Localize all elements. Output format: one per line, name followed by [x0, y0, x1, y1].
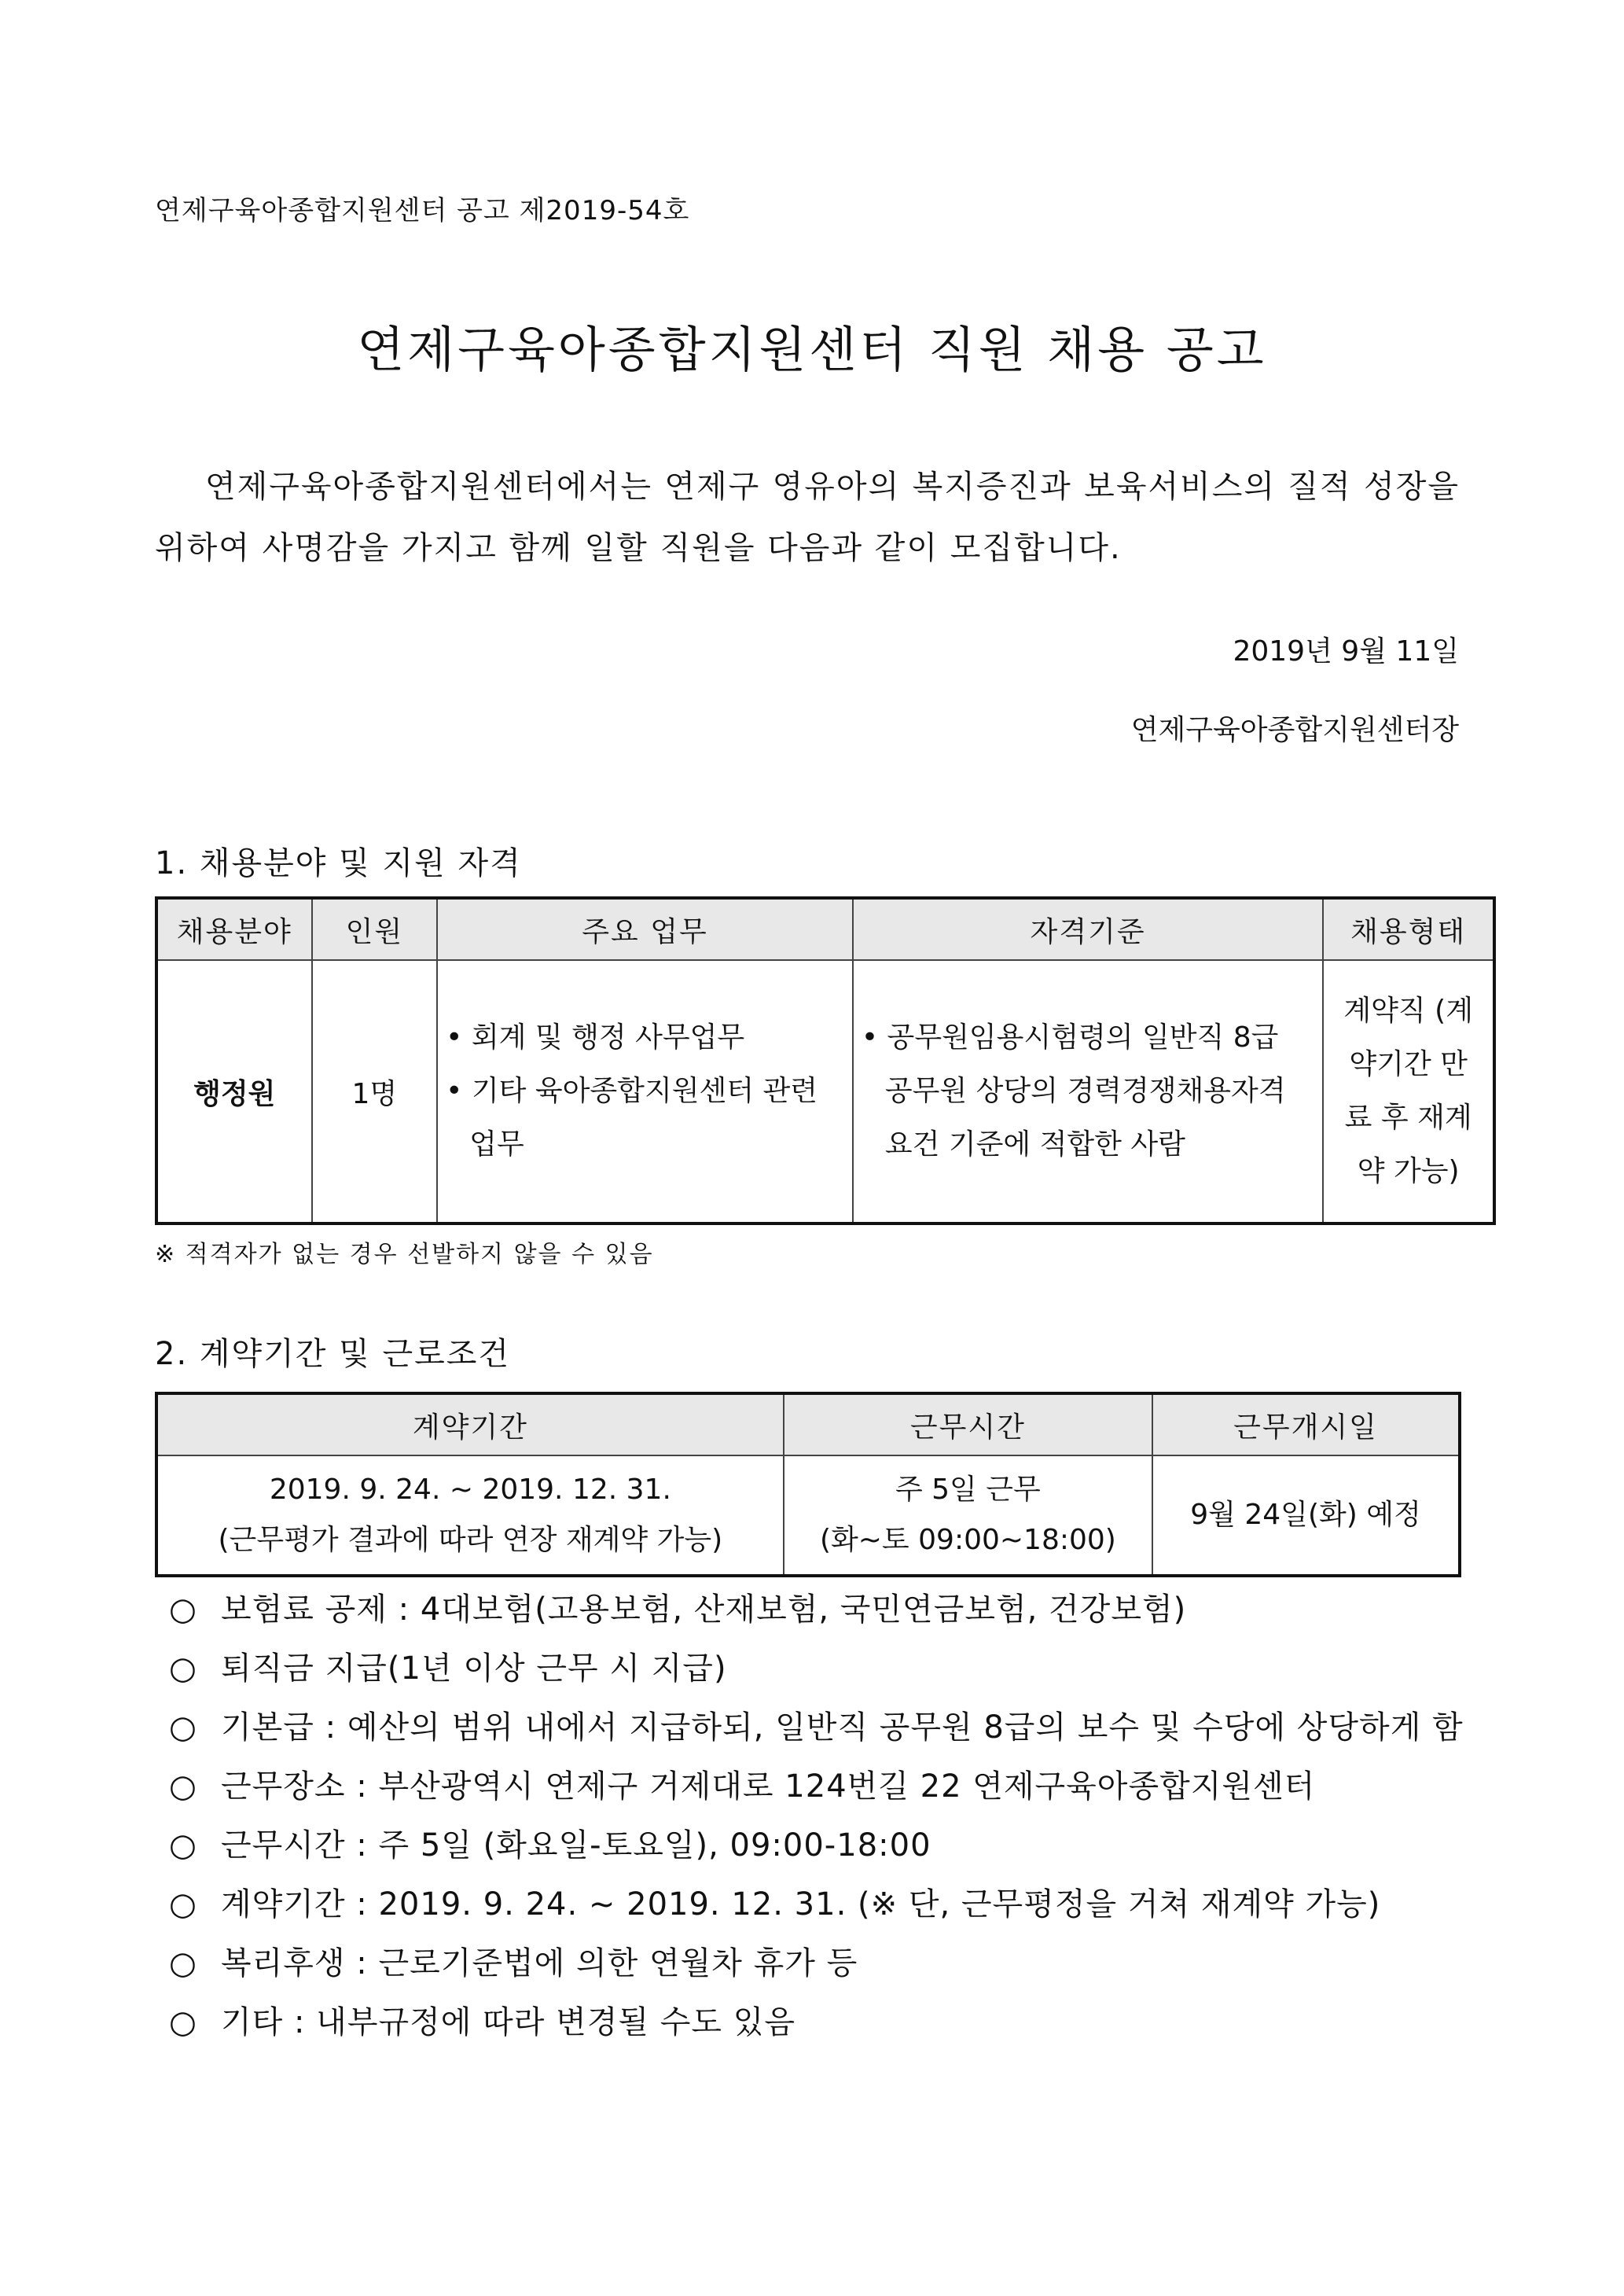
- section1-heading: 1. 채용분야 및 지원 자격: [155, 845, 522, 881]
- list-item: [169, 1757, 1466, 1816]
- table-header-row: [156, 898, 1494, 960]
- conditions-list: [169, 1580, 1466, 2052]
- header-qualification: 자격기준: [853, 898, 1323, 960]
- table-row: [156, 1455, 1460, 1576]
- list-item-text: 근무시간 : 주 5일 (화요일-토요일), 09:00-18:00: [221, 1827, 931, 1864]
- section2-heading: 2. 계약기간 및 근로조건: [155, 1336, 511, 1372]
- list-item: [169, 1875, 1466, 1934]
- recruitment-table: [155, 896, 1496, 1225]
- table-row: [156, 960, 1494, 1223]
- circle-bullet-icon: ○: [169, 1709, 197, 1746]
- notice-date: 2019년 9월 11일: [1233, 635, 1459, 668]
- page-title: 연제구육아종합지원센터 직원 채용 공고: [357, 321, 1267, 378]
- duty-item: • 회계 및 행정 사무업무: [446, 1021, 745, 1054]
- header-hours: 근무시간: [784, 1393, 1152, 1455]
- list-item: [169, 1934, 1466, 1993]
- cell-start-date: 9월 24일(화) 예정: [1152, 1455, 1460, 1576]
- list-item: [169, 1698, 1466, 1757]
- cell-qualification: [853, 960, 1323, 1223]
- list-item: [169, 1816, 1466, 1875]
- period-line2: (근무평가 결과에 따라 연장 재계약 가능): [218, 1524, 723, 1556]
- header-field: 채용분야: [156, 898, 312, 960]
- circle-bullet-icon: ○: [169, 1591, 197, 1628]
- duty-text: 기타 육아종합지원센터 관련 업무: [469, 1075, 818, 1161]
- qualification-text: 공무원임용시험령의 일반직 8급 공무원 상당의 경력경쟁채용자격 요건 기준에 적합한 사람: [884, 1021, 1286, 1161]
- duty-item: • 기타 육아종합지원센터 관련 업무: [446, 1075, 818, 1161]
- hours-line1: 주 5일 근무: [895, 1474, 1041, 1506]
- list-item-text: 기본급 : 예산의 범위 내에서 지급하되, 일반직 공무원 8급의 보수 및 수당에 상당하게 함: [221, 1709, 1464, 1746]
- signer: 연제구육아종합지원센터장: [1130, 714, 1459, 746]
- list-item: [169, 1993, 1466, 2052]
- list-item-text: 퇴직금 지급(1년 이상 근무 시 지급): [221, 1650, 727, 1687]
- intro-paragraph: 연제구육아종합지원센터에서는 연제구 영유아의 복지증진과 보육서비스의 질적 성장을 위하여 사명감을 가지고 함께 일할 직원을 다음과 같이 모집합니다.: [155, 469, 1460, 566]
- list-item: [169, 1639, 1466, 1698]
- list-item-text: 계약기간 : 2019. 9. 24. ~ 2019. 12. 31. (※ 단, 근무평정을 거쳐 재계약 가능): [221, 1886, 1381, 1923]
- cell-duties: [437, 960, 853, 1223]
- circle-bullet-icon: ○: [169, 2004, 197, 2040]
- circle-bullet-icon: ○: [169, 1886, 197, 1923]
- list-item-text: 복리후생 : 근로기준법에 의한 연월차 휴가 등: [221, 1945, 858, 1981]
- header-count: 인원: [312, 898, 438, 960]
- circle-bullet-icon: ○: [169, 1650, 197, 1687]
- header-employment-type: 채용형태: [1323, 898, 1494, 960]
- hours-line2: (화~토 09:00~18:00): [819, 1524, 1116, 1556]
- selection-note: ※ 적격자가 없는 경우 선발하지 않을 수 있음: [155, 1241, 654, 1268]
- header-start-date: 근무개시일: [1152, 1393, 1460, 1455]
- notice-number: 연제구육아종합지원센터 공고 제2019-54호: [155, 195, 690, 226]
- list-item-text: 보험료 공제 : 4대보험(고용보험, 산재보험, 국민연금보험, 건강보험): [221, 1591, 1187, 1628]
- table-header-row: [156, 1393, 1460, 1455]
- period-line1: 2019. 9. 24. ~ 2019. 12. 31.: [269, 1474, 671, 1506]
- header-duties: 주요 업무: [437, 898, 853, 960]
- list-item-text: 근무장소 : 부산광역시 연제구 거제대로 124번길 22 연제구육아종합지원센터: [221, 1768, 1316, 1805]
- list-item: [169, 1580, 1466, 1639]
- conditions-table: [155, 1392, 1461, 1577]
- cell-field: 행정원: [156, 960, 312, 1223]
- cell-period: [156, 1455, 784, 1576]
- circle-bullet-icon: ○: [169, 1945, 197, 1981]
- cell-count: 1명: [312, 960, 438, 1223]
- circle-bullet-icon: ○: [169, 1768, 197, 1805]
- qualification-item: • 공무원임용시험령의 일반직 8급 공무원 상당의 경력경쟁채용자격 요건 기준에 적합한 사람: [861, 1021, 1286, 1161]
- duty-text: 회계 및 행정 사무업무: [471, 1021, 745, 1054]
- list-item-text: 기타 : 내부규정에 따라 변경될 수도 있음: [221, 2004, 796, 2040]
- cell-hours: [784, 1455, 1152, 1576]
- header-period: 계약기간: [156, 1393, 784, 1455]
- circle-bullet-icon: ○: [169, 1827, 197, 1864]
- cell-employment-type: 계약직 (계약기간 만료 후 재계약 가능): [1323, 960, 1494, 1223]
